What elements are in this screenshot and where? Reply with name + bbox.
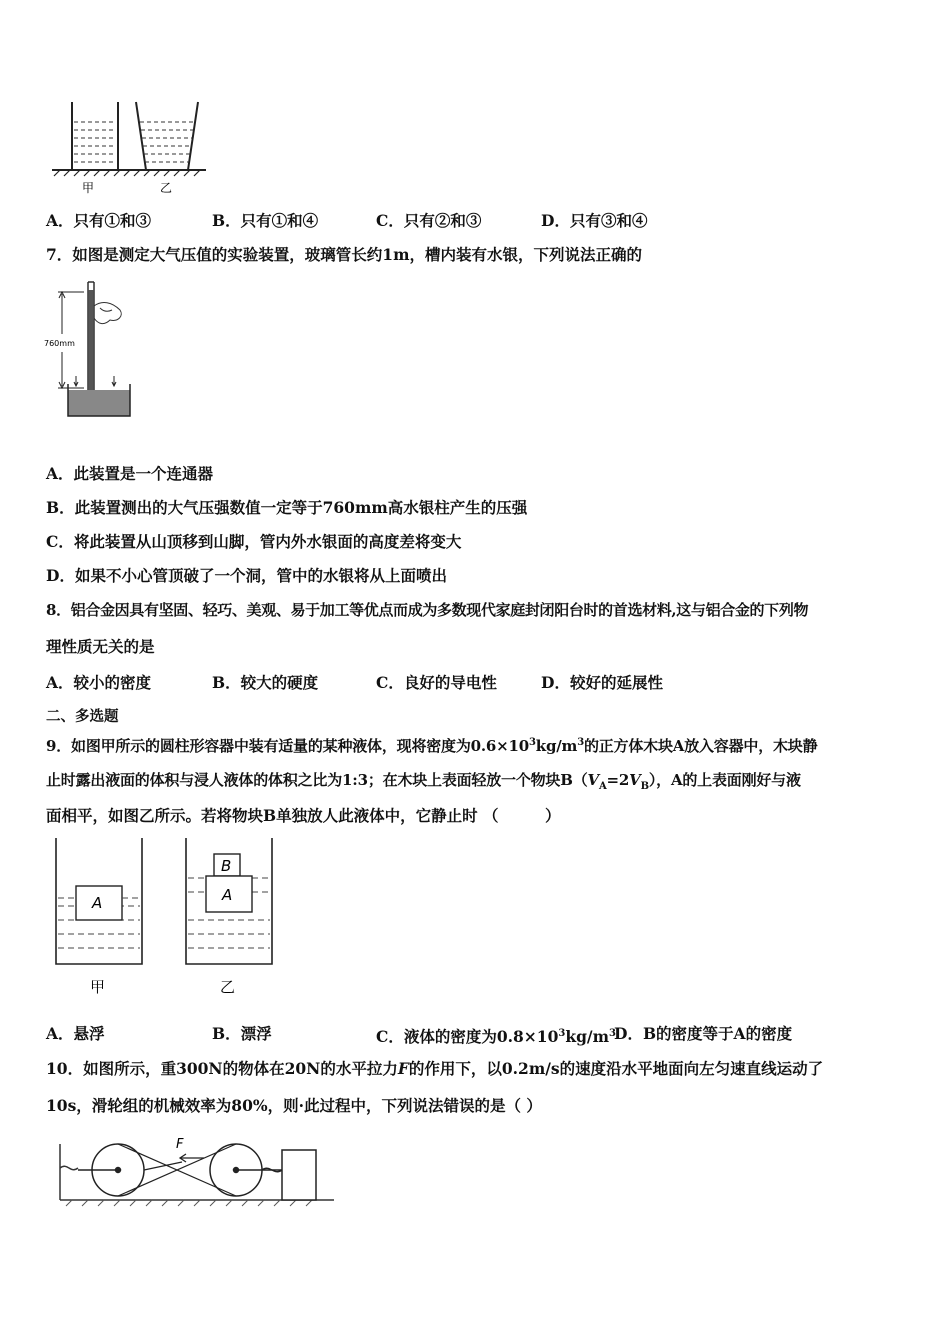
q6-option-b[interactable]: B．只有①和④ — [212, 211, 319, 230]
q7-figure — [44, 276, 144, 422]
ground-hatch — [52, 170, 206, 176]
q6-option-a[interactable]: A．只有①和③ — [46, 211, 152, 230]
block-a-label-jia: A — [92, 894, 103, 912]
label-yi: 乙 — [160, 181, 173, 195]
q9-option-a[interactable]: A．悬浮 — [46, 1024, 105, 1043]
liquid-dashes — [74, 122, 194, 162]
q8-option-d[interactable]: D．较好的延展性 — [541, 673, 663, 692]
left-wall — [60, 1144, 78, 1200]
q7-option-c[interactable]: C．将此装置从山顶移到山脚，管内外水银面的高度差将变大 — [46, 532, 462, 551]
label-jia: 甲 — [90, 978, 106, 996]
q9-option-d[interactable]: D．B的密度等于A的密度 — [614, 1024, 793, 1043]
q6-option-c[interactable]: C．只有②和③ — [376, 211, 482, 230]
hand-icon — [94, 303, 121, 324]
label-yi: 乙 — [220, 978, 236, 996]
q9-option-b[interactable]: B．漂浮 — [212, 1024, 272, 1043]
q7-option-a[interactable]: A．此装置是一个连通器 — [46, 464, 214, 483]
q7-option-b[interactable]: B．此装置测出的大气压强数值一定等于760mm高水银柱产生的压强 — [46, 498, 528, 517]
q8-option-b[interactable]: B．较大的硬度 — [212, 673, 319, 692]
q9-stem-line1: 9．如图甲所示的圆柱形容器中装有适量的某种液体，现将密度为$0.6\times 10^3kg/m^3$的正方体木块A放入容器中，木块静 — [46, 737, 818, 755]
q9-option-c[interactable]: C．液体的密度为$0.8\times 10^3kg/m^3$ — [376, 1027, 616, 1047]
height-label: 760mm — [44, 339, 75, 348]
container-jia — [72, 102, 118, 170]
q7-stem: 7．如图是测定大气压值的实验装置，玻璃管长约1m，槽内装有水银，下列说法正确的 — [46, 245, 642, 264]
q8-stem-line2: 理性质无关的是 — [46, 637, 155, 656]
object-block — [282, 1150, 316, 1200]
movable-pulley — [210, 1144, 282, 1196]
container-yi — [136, 102, 198, 170]
fixed-pulley — [78, 1144, 144, 1196]
q6-figure — [44, 100, 214, 200]
q7-option-d[interactable]: D．如果不小心管顶破了一个洞，管中的水银将从上面喷出 — [46, 566, 447, 585]
force-label: F — [176, 1137, 184, 1152]
q8-option-a[interactable]: A．较小的密度 — [46, 673, 152, 692]
q9-figure — [50, 836, 290, 1000]
q8-option-c[interactable]: C．良好的导电性 — [376, 673, 497, 692]
q10-stem-line1: 10．如图所示，重300N的物体在20N的水平拉力F的作用下，以0.2m/s的速度沿水平地面向左匀速直线运动了 — [46, 1059, 824, 1078]
q10-figure — [52, 1132, 352, 1208]
block-b-label: B — [221, 857, 232, 875]
label-jia: 甲 — [82, 181, 95, 195]
section-title-multi-choice: 二、多选题 — [46, 708, 119, 725]
ground-hatch — [66, 1200, 312, 1206]
block-a-label-yi: A — [222, 886, 233, 904]
q6-option-d[interactable]: D．只有③和④ — [541, 211, 648, 230]
q8-stem-line1: 8．铝合金因具有坚固、轻巧、美观、易于加工等优点而成为多数现代家庭封闭阳台时的首选材料,这与铝合金的下列物 — [46, 601, 809, 619]
force-arrow — [180, 1154, 204, 1162]
mercury-column — [89, 290, 94, 402]
q9-stem-line2: 止时露出液面的体积与浸人液体的体积之比为1:3；在木块上表面轻放一个物块$B(V_A=2V_B)$，A的上表面刚好与液 — [46, 771, 801, 792]
q10-stem-line2: 10s，滑轮组的机械效率为80%，则·此过程中，下列说法错误的是（ ） — [46, 1096, 542, 1115]
q9-stem-line3: 面相平，如图乙所示。若将物块B单独放人此液体中，它静止时 （ ） — [46, 806, 561, 825]
mercury-trough — [68, 384, 130, 416]
